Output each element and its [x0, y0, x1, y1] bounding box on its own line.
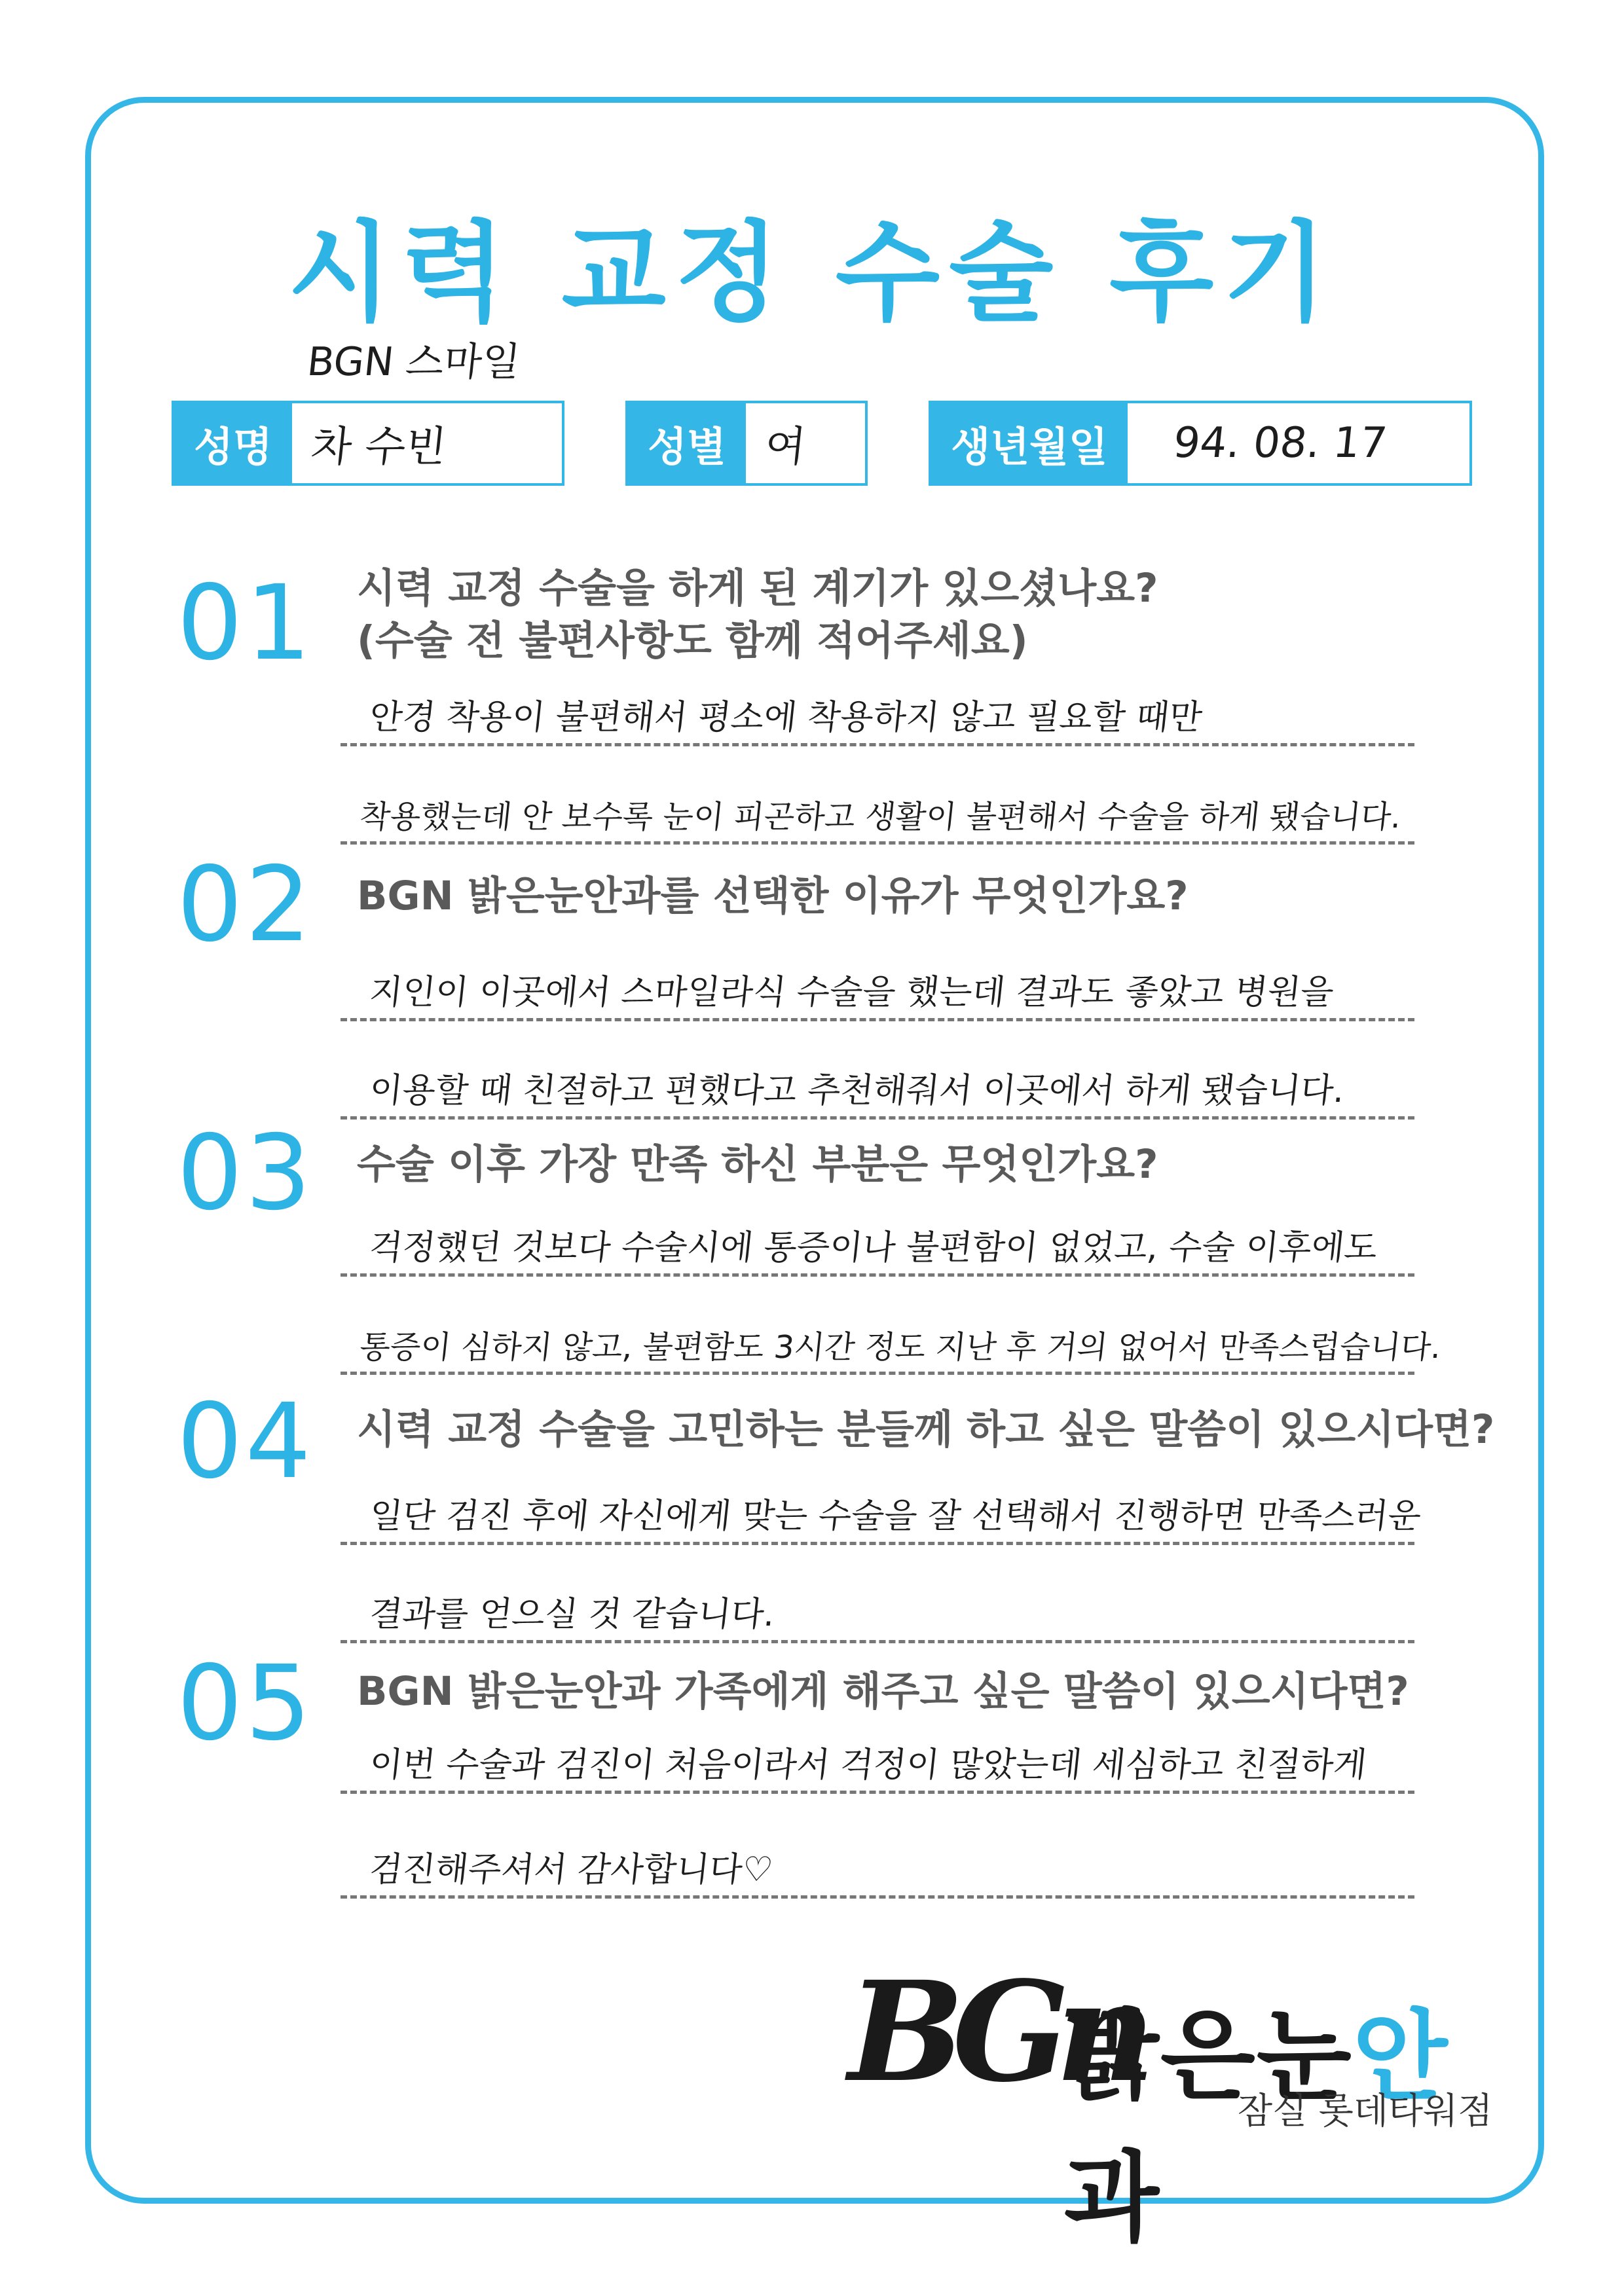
question-number: 01 [177, 563, 314, 683]
answer-text: 걱정했던 것보다 수술시에 통증이나 불편함이 없었고, 수술 이후에도 [367, 1228, 1380, 1267]
answer-line [341, 1591, 1414, 1643]
answer-line [341, 1493, 1424, 1545]
question-number: 02 [177, 845, 314, 965]
answer-line [341, 1741, 1414, 1794]
question-text: 수술 이후 가장 만족 하신 부분은 무엇인가요? [357, 1141, 1158, 1188]
answer-line [341, 1846, 1414, 1899]
question-text: BGN 밝은눈안과 가족에게 해주고 싶은 말씀이 있으시다면? [357, 1668, 1409, 1715]
answer-line [341, 792, 1414, 845]
dashed-rule [341, 1791, 1414, 1794]
question-number: 04 [177, 1381, 314, 1502]
answer-line [341, 1224, 1414, 1277]
logo-name-part2: 과 [1064, 2141, 1160, 2255]
birth-value: 94. 08. 17 [1171, 419, 1390, 467]
nickname-handwritten: BGN 스마일 [304, 339, 523, 385]
answer-text: 검진해주셔서 감사합니다♡ [367, 1850, 775, 1889]
gender-value: 여 [762, 423, 809, 471]
logo-name-part1: 밝은눈 [1064, 2000, 1353, 2114]
name-value: 차 수빈 [308, 423, 449, 471]
answer-text: 지인이 이곳에서 스마일라식 수술을 했는데 결과도 좋았고 병원을 [367, 973, 1336, 1012]
question-subtext: (수술 전 불편사항도 함께 적어주세요) [357, 617, 1028, 664]
birth-field [929, 401, 1472, 486]
dashed-rule [341, 743, 1414, 746]
answer-text: 일단 검진 후에 자신에게 맞는 수술을 잘 선택해서 진행하면 만족스러운 [367, 1497, 1424, 1536]
question-text: BGN 밝은눈안과를 선택한 이유가 무엇인가요? [357, 873, 1189, 919]
answer-text: 안경 착용이 불편해서 평소에 착용하지 않고 필요할 때만 [367, 698, 1204, 737]
answer-line [341, 1067, 1414, 1120]
answer-text: 이번 수술과 검진이 처음이라서 걱정이 많았는데 세심하고 친절하게 [367, 1745, 1369, 1785]
page-title: 시력 교정 수술 후기 [287, 210, 1337, 336]
answer-text: 통증이 심하지 않고, 불편함도 3시간 정도 지난 후 거의 없어서 만족스럽습니다. [358, 1329, 1443, 1366]
answer-text: 이용할 때 친절하고 편했다고 추천해줘서 이곳에서 하게 됐습니다. [367, 1071, 1347, 1110]
logo-name-accent: 안 [1352, 2000, 1449, 2114]
dashed-rule [341, 1640, 1414, 1643]
dashed-rule [341, 841, 1414, 845]
gender-label: 성별 [628, 403, 746, 483]
name-label: 성명 [174, 403, 292, 483]
answer-line [341, 694, 1414, 746]
answer-line [341, 969, 1414, 1021]
answer-text: 착용했는데 안 보수록 눈이 피곤하고 생활이 불편해서 수술을 하게 됐습니다. [358, 799, 1403, 835]
dashed-rule [341, 1273, 1414, 1277]
dashed-rule [341, 1895, 1414, 1899]
dashed-rule [341, 1372, 1414, 1375]
name-field [172, 401, 564, 486]
answer-text: 결과를 얻으실 것 같습니다. [367, 1595, 777, 1634]
dashed-rule [341, 1542, 1414, 1545]
gender-field [625, 401, 868, 486]
question-number: 03 [177, 1113, 314, 1233]
question-text: 시력 교정 수술을 하게 된 계기가 있으셨나요? [357, 565, 1158, 611]
branch-name: 잠실 롯데타워점 [1238, 2090, 1493, 2132]
question-text: 시력 교정 수술을 고민하는 분들께 하고 싶은 말씀이 있으시다면? [357, 1406, 1495, 1453]
dashed-rule [341, 1018, 1414, 1021]
birth-label: 생년월일 [931, 403, 1128, 483]
dashed-rule [341, 1116, 1414, 1120]
question-number: 05 [177, 1643, 314, 1764]
bgn-logo-mark: BGn [848, 1951, 1141, 2113]
answer-line [341, 1322, 1443, 1375]
